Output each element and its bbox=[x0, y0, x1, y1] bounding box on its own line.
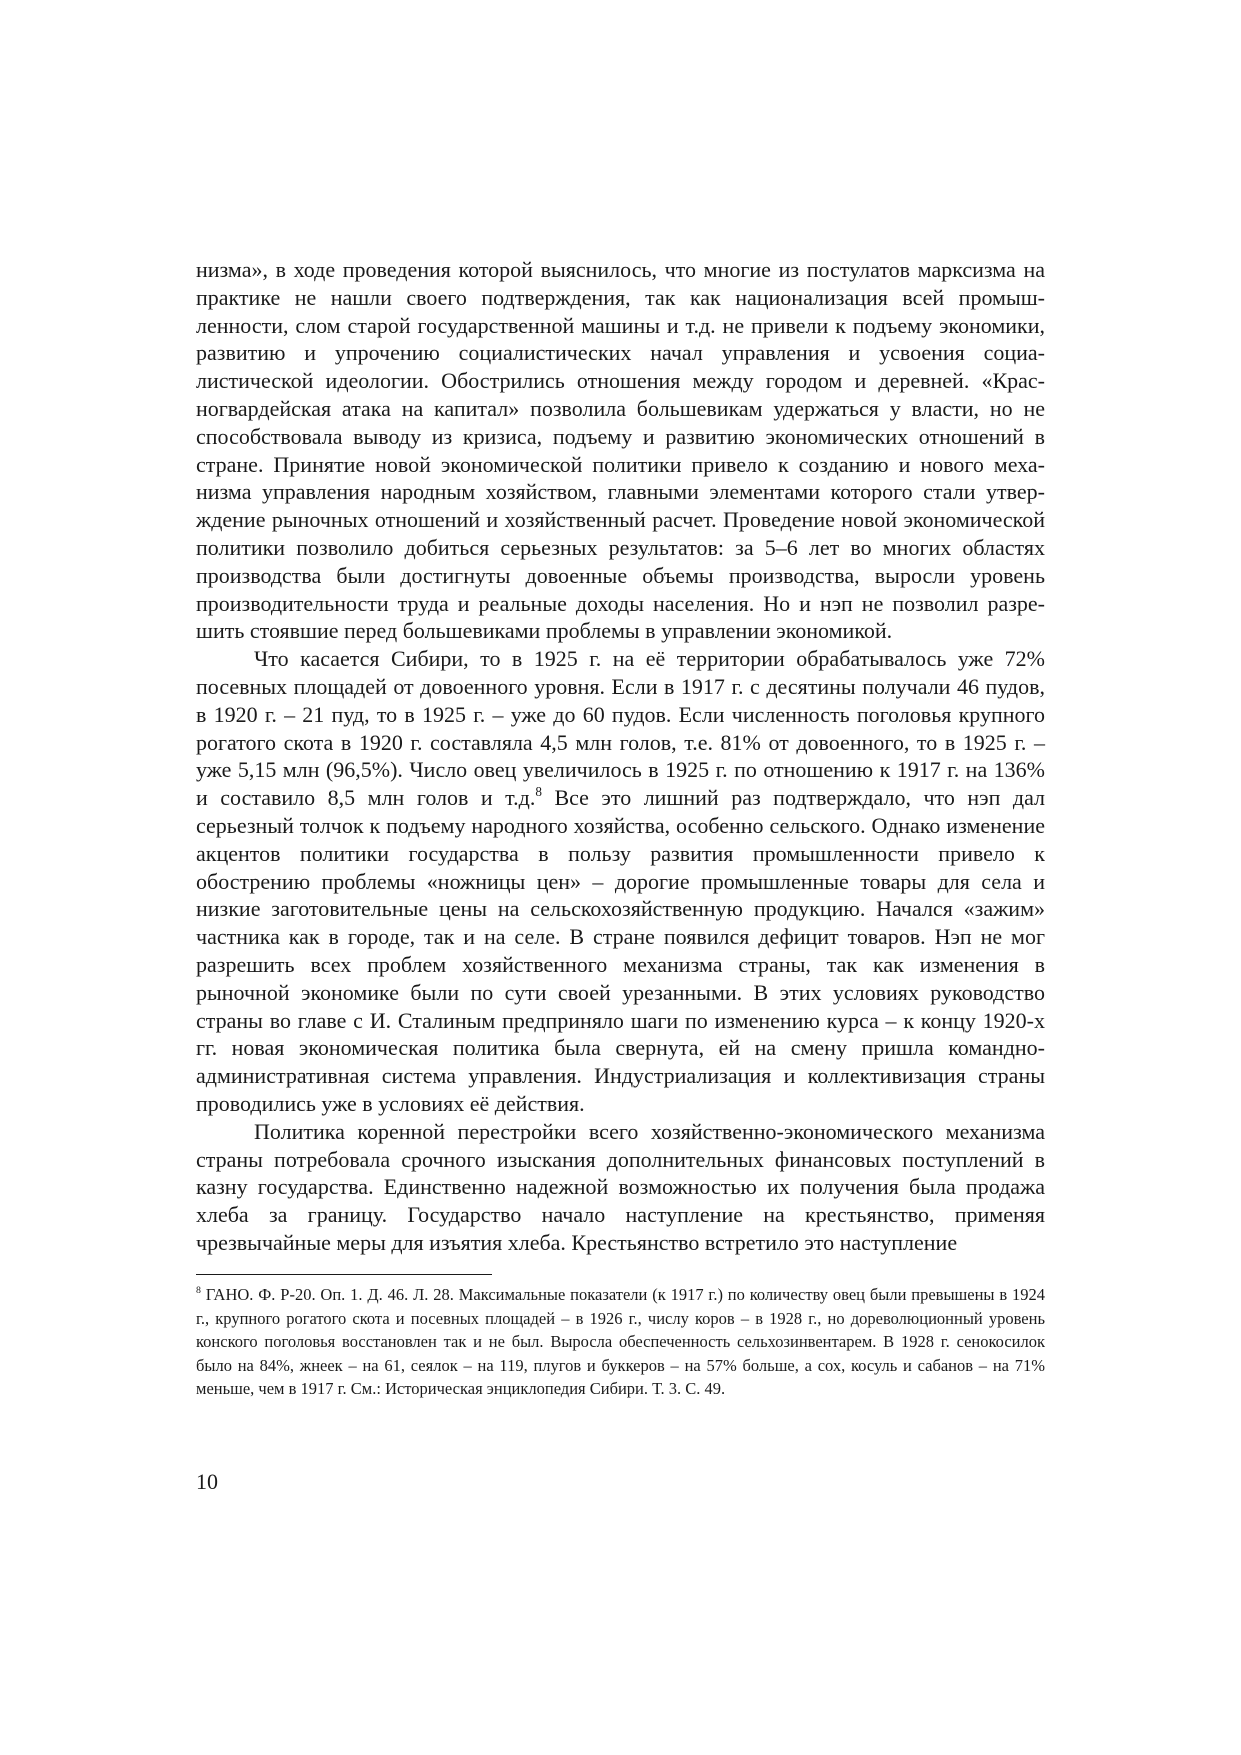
paragraph-2-text-end: Все это лишний раз подтверждало, что нэп дал серьезный толчок к подъему народного хозяйства, особенно сельского. Однако изменение акцентов политики государства в пользу развития промышленности привело к обострению проблемы «ножницы цен» – дорогие промышленные товары для села и низкие заготовительные цены на сельскохозяйственную продукцию. Начался «зажим» частника как в городе, так и на селе. В стране появился дефицит товаров. Нэп не мог разрешить всех проблем хозяйственного механизма страны, так как изменения в рыночной экономике были по сути своей урезанными. В этих условиях руководство страны во главе с И. Сталиным предприняло шаги по изменению курса – к концу 1920-х гг. новая экономическая политика была свернута, ей на смену пришла командно-административная система управления. Индустриализация и коллективизация страны проводились уже в условиях её действия. bbox=[196, 785, 1046, 1116]
paragraph-2-text-start: Что касается Сибири, то в 1925 г. на её территории обрабатывалось уже 72% посевных площадей от довоенного уровня. Если в 1917 г. с десятины получали 46 пудов, в 1920 г. – 21 пуд, то в 1925 г. – уже до 60 пудов. Если численность поголовья крупного рогатого скота в 1920 г. составляла 4,5 млн голов, т.е. 81% от довоенного, то в 1925 г. – уже 5,15 млн (96,5%). Число овец увеличилось в 1925 г. по отношению к 1917 г. на 136% и составило 8,5 млн голов и т.д. bbox=[196, 646, 1045, 811]
footnote-reference: 8 bbox=[535, 783, 542, 799]
footnote bbox=[196, 1283, 1045, 1401]
paragraph-1: низма», в ходе проведения которой выяснилось, что многие из постулатов марксизма на практике не нашли своего подтверждения, так как национализация всей промышленности, слом старой государственной машины и т.д. не привели к подъему экономики, развитию и упрочению социалистических начал управления и усвоения социалистической идеологии. Обострились отношения между городом и деревней. «Красногвардейская атака на капитал» позволила большевикам удержаться у власти, но не способствовала выводу из кризиса, подъему и развитию экономических отношений в стране. Принятие новой экономической политики привело к созданию и нового механизма управления народным хозяйством, главными элементами которого стали утверждение рыночных отношений и хозяйственный расчет. Проведение новой экономической политики позволило добиться серьезных результатов: за 5–6 лет во многих областях производства были достигнуты довоенные объемы производства, выросли уровень производительности труда и реальные доходы населения. Но и нэп не позволил разрешить стоявшие перед большевиками проблемы в управлении экономикой. bbox=[196, 257, 1045, 644]
footnote-separator bbox=[196, 1274, 492, 1275]
page-number: 10 bbox=[196, 1469, 218, 1494]
paragraph-2 bbox=[196, 645, 1045, 1118]
paragraph-3: Политика коренной перестройки всего хозяйственно-экономического механизма страны потребовала срочного изыскания дополнительных финансовых поступлений в казну государства. Единственно надежной возможностью их получения была продажа хлеба за границу. Государство начало наступление на крестьянство, применяя чрезвычайные меры для изъятия хлеба. Крестьянство встретило это наступление bbox=[196, 1118, 1045, 1255]
main-text bbox=[196, 256, 1045, 1257]
footnote-number: 8 bbox=[196, 1284, 201, 1296]
footnote-text: ГАНО. Ф. Р-20. Оп. 1. Д. 46. Л. 28. Максимальные показатели (к 1917 г.) по количеству овец были превышены в 1924 г., крупного рогатого скота и посевных площадей – в 1926 г., числу коров – в 1928 г., но дореволюционный уровень конского поголовья восстановлен так и не был. Выросла обеспеченность сельхозинвентарем. В 1928 г. сенокосилок было на 84%, жнеек – на 61, сеялок – на 119, плугов и буккеров – на 57% больше, а сох, косуль и сабанов – на 71% меньше, чем в 1917 г. См.: Историческая энциклопедия Сибири. Т. 3. С. 49. bbox=[196, 1285, 1045, 1398]
